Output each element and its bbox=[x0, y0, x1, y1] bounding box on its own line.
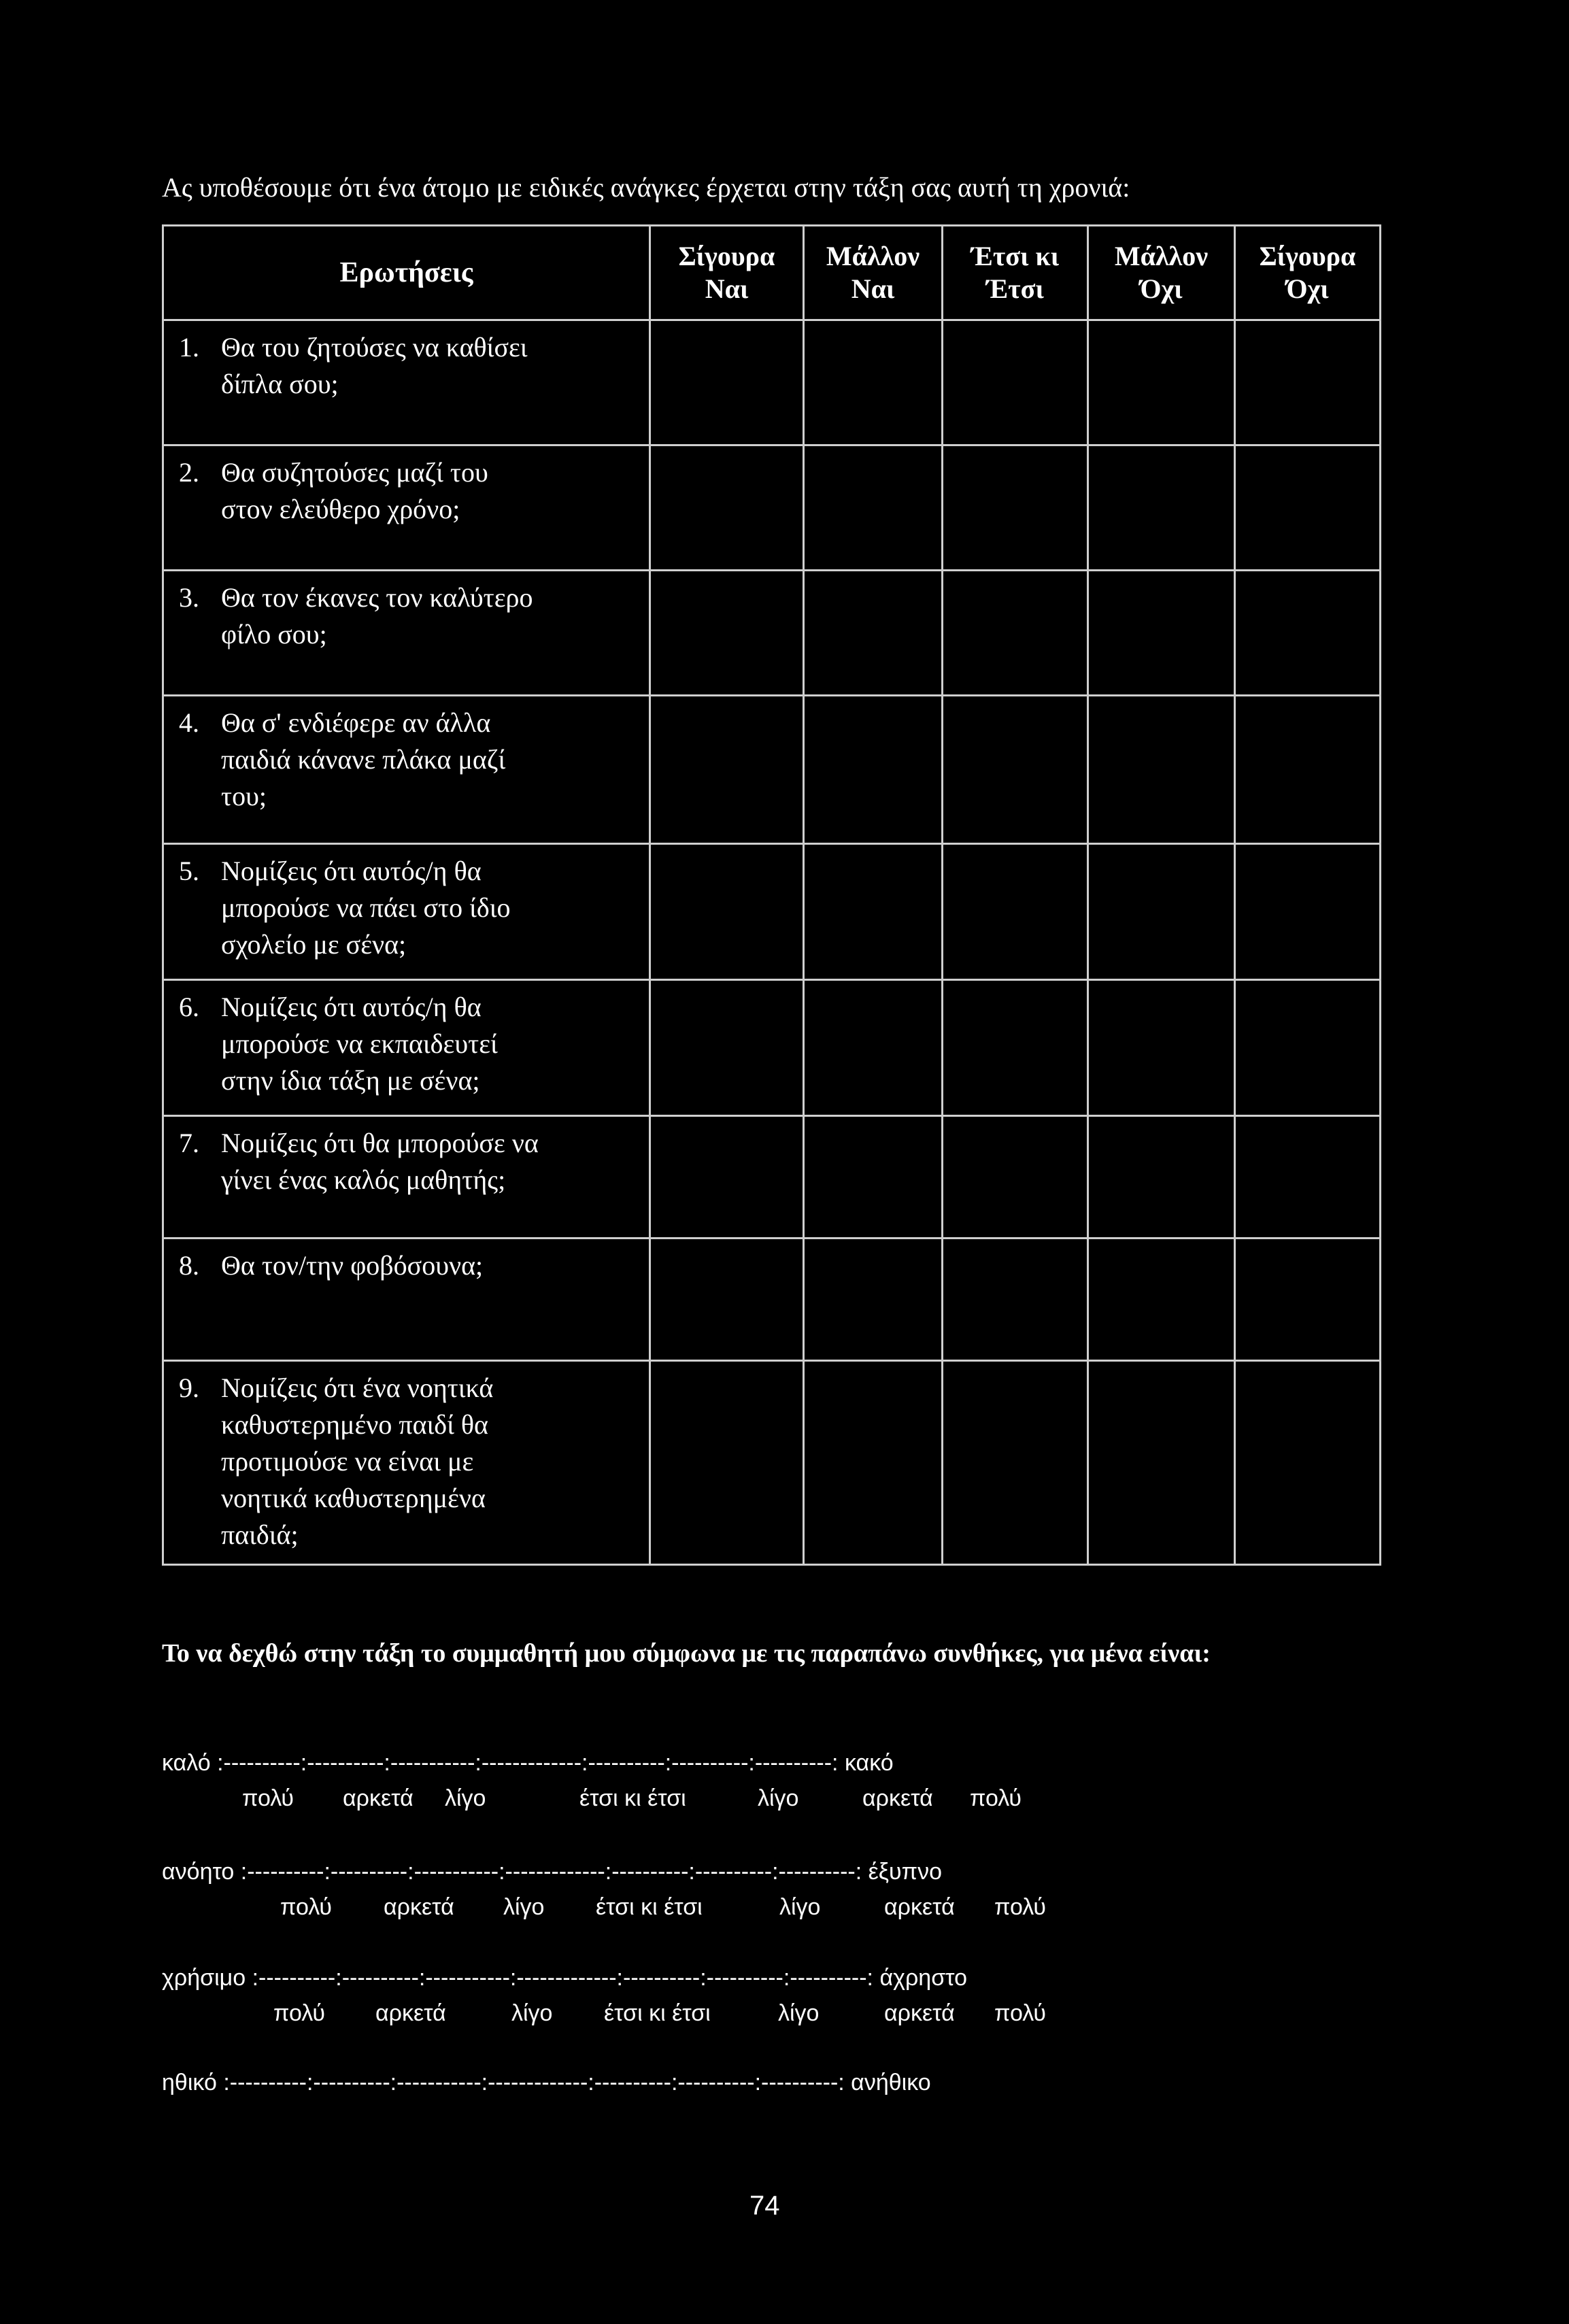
question-cell bbox=[163, 1116, 650, 1239]
scale-label: πολύ bbox=[970, 1785, 1022, 1811]
question-text bbox=[221, 989, 649, 1099]
scale-labels-good-bad bbox=[162, 1783, 1022, 1813]
scale-label: έτσι κι έτσι bbox=[596, 1894, 703, 1920]
answer-cell-4[interactable] bbox=[1088, 844, 1235, 980]
answer-cell-1[interactable] bbox=[650, 1239, 804, 1361]
answer-cell-4[interactable] bbox=[1088, 320, 1235, 445]
question-line: Νομίζεις ότι ένα νοητικά bbox=[221, 1372, 494, 1403]
question-cell bbox=[163, 1239, 650, 1361]
question-number: 3. bbox=[179, 582, 199, 613]
header-option-4: Μάλλον Όχι bbox=[1088, 226, 1235, 320]
answer-cell-1[interactable] bbox=[650, 1361, 804, 1565]
answer-cell-3[interactable] bbox=[943, 445, 1088, 571]
header-option-3: Έτσι κι Έτσι bbox=[943, 226, 1088, 320]
question-line: Θα συζητούσες μαζί του bbox=[221, 457, 488, 488]
answer-cell-5[interactable] bbox=[1235, 980, 1381, 1116]
page-number: 74 bbox=[749, 2191, 780, 2221]
scale-label: λίγο bbox=[511, 2000, 553, 2026]
answer-cell-3[interactable] bbox=[943, 1361, 1088, 1565]
table-row bbox=[163, 980, 1381, 1116]
scale-label: λίγο bbox=[758, 1785, 799, 1811]
question-number: 4. bbox=[179, 707, 199, 738]
question-line: προτιμούσε να είναι με bbox=[221, 1446, 474, 1477]
scale-label: αρκετά bbox=[862, 1785, 933, 1811]
question-text bbox=[221, 1247, 649, 1284]
question-line: στην ίδια τάξη με σένα; bbox=[221, 1065, 480, 1096]
question-content bbox=[179, 1247, 649, 1284]
answer-cell-5[interactable] bbox=[1235, 1239, 1381, 1361]
answer-cell-2[interactable] bbox=[804, 1361, 943, 1565]
question-line: Θα σ' ενδιέφερε αν άλλα bbox=[221, 707, 491, 738]
question-line: Θα τον/την φοβόσουνα; bbox=[221, 1250, 484, 1281]
table-row bbox=[163, 1361, 1381, 1565]
answer-cell-4[interactable] bbox=[1088, 1239, 1235, 1361]
question-text bbox=[221, 853, 649, 963]
answer-cell-3[interactable] bbox=[943, 980, 1088, 1116]
scale-label: έτσι κι έτσι bbox=[604, 2000, 711, 2026]
scale-labels-foolish-smart bbox=[162, 1892, 1047, 1922]
answer-cell-1[interactable] bbox=[650, 445, 804, 571]
answer-cell-4[interactable] bbox=[1088, 571, 1235, 696]
question-number: 7. bbox=[179, 1128, 199, 1158]
answer-cell-5[interactable] bbox=[1235, 1116, 1381, 1239]
question-line: παιδιά κάνανε πλάκα μαζί bbox=[221, 744, 506, 775]
question-cell bbox=[163, 696, 650, 844]
question-text bbox=[221, 454, 649, 528]
answer-cell-3[interactable] bbox=[943, 844, 1088, 980]
answer-cell-1[interactable] bbox=[650, 844, 804, 980]
table-row bbox=[163, 844, 1381, 980]
answer-cell-1[interactable] bbox=[650, 980, 804, 1116]
answer-cell-2[interactable] bbox=[804, 844, 943, 980]
question-line: του; bbox=[221, 781, 267, 811]
question-number: 5. bbox=[179, 856, 199, 886]
question-number: 2. bbox=[179, 457, 199, 488]
scale-label: αρκετά bbox=[884, 2000, 955, 2026]
question-content bbox=[179, 989, 649, 1099]
question-number: 8. bbox=[179, 1250, 199, 1281]
question-number: 9. bbox=[179, 1372, 199, 1403]
scale-label: λίγο bbox=[778, 2000, 820, 2026]
answer-cell-4[interactable] bbox=[1088, 980, 1235, 1116]
answer-cell-2[interactable] bbox=[804, 1239, 943, 1361]
header-option-5: Σίγουρα Όχι bbox=[1235, 226, 1381, 320]
scale-label: λίγο bbox=[779, 1894, 821, 1920]
answer-cell-4[interactable] bbox=[1088, 445, 1235, 571]
question-cell bbox=[163, 1361, 650, 1565]
question-line: Θα του ζητούσες να καθίσει bbox=[221, 332, 528, 363]
table-row bbox=[163, 445, 1381, 571]
answer-cell-2[interactable] bbox=[804, 571, 943, 696]
header-option-2: Μάλλον Ναι bbox=[804, 226, 943, 320]
scale-line-moral-immoral: ηθικό :----------:----------:-----------:-------------:----------:----------:----------: ανήθικο bbox=[162, 2070, 931, 2095]
acknowledgement-text: Το να δεχθώ στην τάξη το συμμαθητή μου σύμφωνα με τις παραπάνω συνθήκες, για μένα είναι: bbox=[162, 1639, 1211, 1668]
answer-cell-4[interactable] bbox=[1088, 696, 1235, 844]
question-text bbox=[221, 705, 649, 815]
scale-label: πολύ bbox=[994, 2000, 1047, 2026]
answer-cell-2[interactable] bbox=[804, 696, 943, 844]
question-number: 6. bbox=[179, 992, 199, 1022]
answer-cell-5[interactable] bbox=[1235, 571, 1381, 696]
answer-cell-3[interactable] bbox=[943, 1239, 1088, 1361]
intro-text: Ας υποθέσουμε ότι ένα άτομο με ειδικές ανάγκες έρχεται στην τάξη σας αυτή τη χρονιά: bbox=[162, 172, 1130, 203]
scale-line-useful-useless: χρήσιμο :----------:----------:-----------:-------------:----------:----------:----------: άχρηστο bbox=[162, 1965, 968, 1991]
question-content bbox=[179, 853, 649, 963]
question-line: Νομίζεις ότι αυτός/η θα bbox=[221, 992, 482, 1022]
answer-cell-5[interactable] bbox=[1235, 1361, 1381, 1565]
question-cell bbox=[163, 571, 650, 696]
question-line: παιδιά; bbox=[221, 1519, 299, 1550]
scale-label: πολύ bbox=[280, 1894, 333, 1920]
answer-cell-1[interactable] bbox=[650, 571, 804, 696]
question-text bbox=[221, 1125, 649, 1198]
question-line: σχολείο με σένα; bbox=[221, 929, 407, 960]
question-content bbox=[179, 705, 649, 815]
question-line: Θα τον έκανες τον καλύτερο bbox=[221, 582, 533, 613]
question-content bbox=[179, 329, 649, 403]
question-line: φίλο σου; bbox=[221, 619, 327, 650]
answer-cell-3[interactable] bbox=[943, 571, 1088, 696]
question-cell bbox=[163, 844, 650, 980]
scale-label: λίγο bbox=[503, 1894, 545, 1920]
answer-cell-5[interactable] bbox=[1235, 445, 1381, 571]
question-text bbox=[221, 1370, 649, 1553]
question-number: 1. bbox=[179, 332, 199, 363]
scale-label: αρκετά bbox=[384, 1894, 454, 1920]
answer-cell-5[interactable] bbox=[1235, 696, 1381, 844]
scale-line-good-bad: καλό :----------:----------:-----------:-------------:----------:----------:----------: κακό bbox=[162, 1750, 894, 1776]
table-row bbox=[163, 571, 1381, 696]
scale-labels-useful-useless bbox=[162, 1998, 1047, 2028]
answer-cell-4[interactable] bbox=[1088, 1116, 1235, 1239]
question-text bbox=[221, 329, 649, 403]
question-line: γίνει ένας καλός μαθητής; bbox=[221, 1164, 506, 1195]
question-line: δίπλα σου; bbox=[221, 369, 339, 399]
scale-label: πολύ bbox=[242, 1785, 294, 1811]
question-line: μπορούσε να πάει στο ίδιο bbox=[221, 892, 511, 923]
question-line: στον ελεύθερο χρόνο; bbox=[221, 494, 460, 524]
scale-label: αρκετά bbox=[884, 1894, 955, 1920]
question-line: νοητικά καθυστερημένα bbox=[221, 1483, 486, 1513]
question-cell bbox=[163, 980, 650, 1116]
answer-cell-3[interactable] bbox=[943, 1116, 1088, 1239]
question-text bbox=[221, 579, 649, 653]
answer-cell-4[interactable] bbox=[1088, 1361, 1235, 1565]
header-option-1: Σίγουρα Ναι bbox=[650, 226, 804, 320]
table-header-row bbox=[163, 226, 1381, 320]
scale-label: αρκετά bbox=[343, 1785, 414, 1811]
scale-label: έτσι κι έτσι bbox=[579, 1785, 686, 1811]
question-content bbox=[179, 454, 649, 528]
survey-table bbox=[162, 224, 1381, 1566]
question-cell bbox=[163, 445, 650, 571]
answer-cell-1[interactable] bbox=[650, 696, 804, 844]
answer-cell-2[interactable] bbox=[804, 445, 943, 571]
answer-cell-5[interactable] bbox=[1235, 320, 1381, 445]
question-content bbox=[179, 1370, 649, 1553]
question-cell bbox=[163, 320, 650, 445]
answer-cell-2[interactable] bbox=[804, 320, 943, 445]
table-row bbox=[163, 1116, 1381, 1239]
scale-label: πολύ bbox=[994, 1894, 1047, 1920]
answer-cell-1[interactable] bbox=[650, 320, 804, 445]
question-line: μπορούσε να εκπαιδευτεί bbox=[221, 1028, 498, 1059]
answer-cell-3[interactable] bbox=[943, 320, 1088, 445]
scale-line-foolish-smart: ανόητο :----------:----------:-----------:-------------:----------:----------:----------: έξυπνο bbox=[162, 1859, 942, 1885]
answer-cell-2[interactable] bbox=[804, 980, 943, 1116]
answer-cell-3[interactable] bbox=[943, 696, 1088, 844]
answer-cell-1[interactable] bbox=[650, 1116, 804, 1239]
question-line: Νομίζεις ότι θα μπορούσε να bbox=[221, 1128, 539, 1158]
question-line: καθυστερημένο παιδί θα bbox=[221, 1409, 489, 1440]
table-row bbox=[163, 1239, 1381, 1361]
scale-label: λίγο bbox=[445, 1785, 486, 1811]
scale-label: αρκετά bbox=[375, 2000, 446, 2026]
question-content bbox=[179, 579, 649, 653]
question-line: Νομίζεις ότι αυτός/η θα bbox=[221, 856, 482, 886]
table-row bbox=[163, 320, 1381, 445]
scale-label: πολύ bbox=[273, 2000, 326, 2026]
question-content bbox=[179, 1125, 649, 1198]
header-questions: Ερωτήσεις bbox=[163, 226, 650, 320]
table-row bbox=[163, 696, 1381, 844]
answer-cell-5[interactable] bbox=[1235, 844, 1381, 980]
answer-cell-2[interactable] bbox=[804, 1116, 943, 1239]
